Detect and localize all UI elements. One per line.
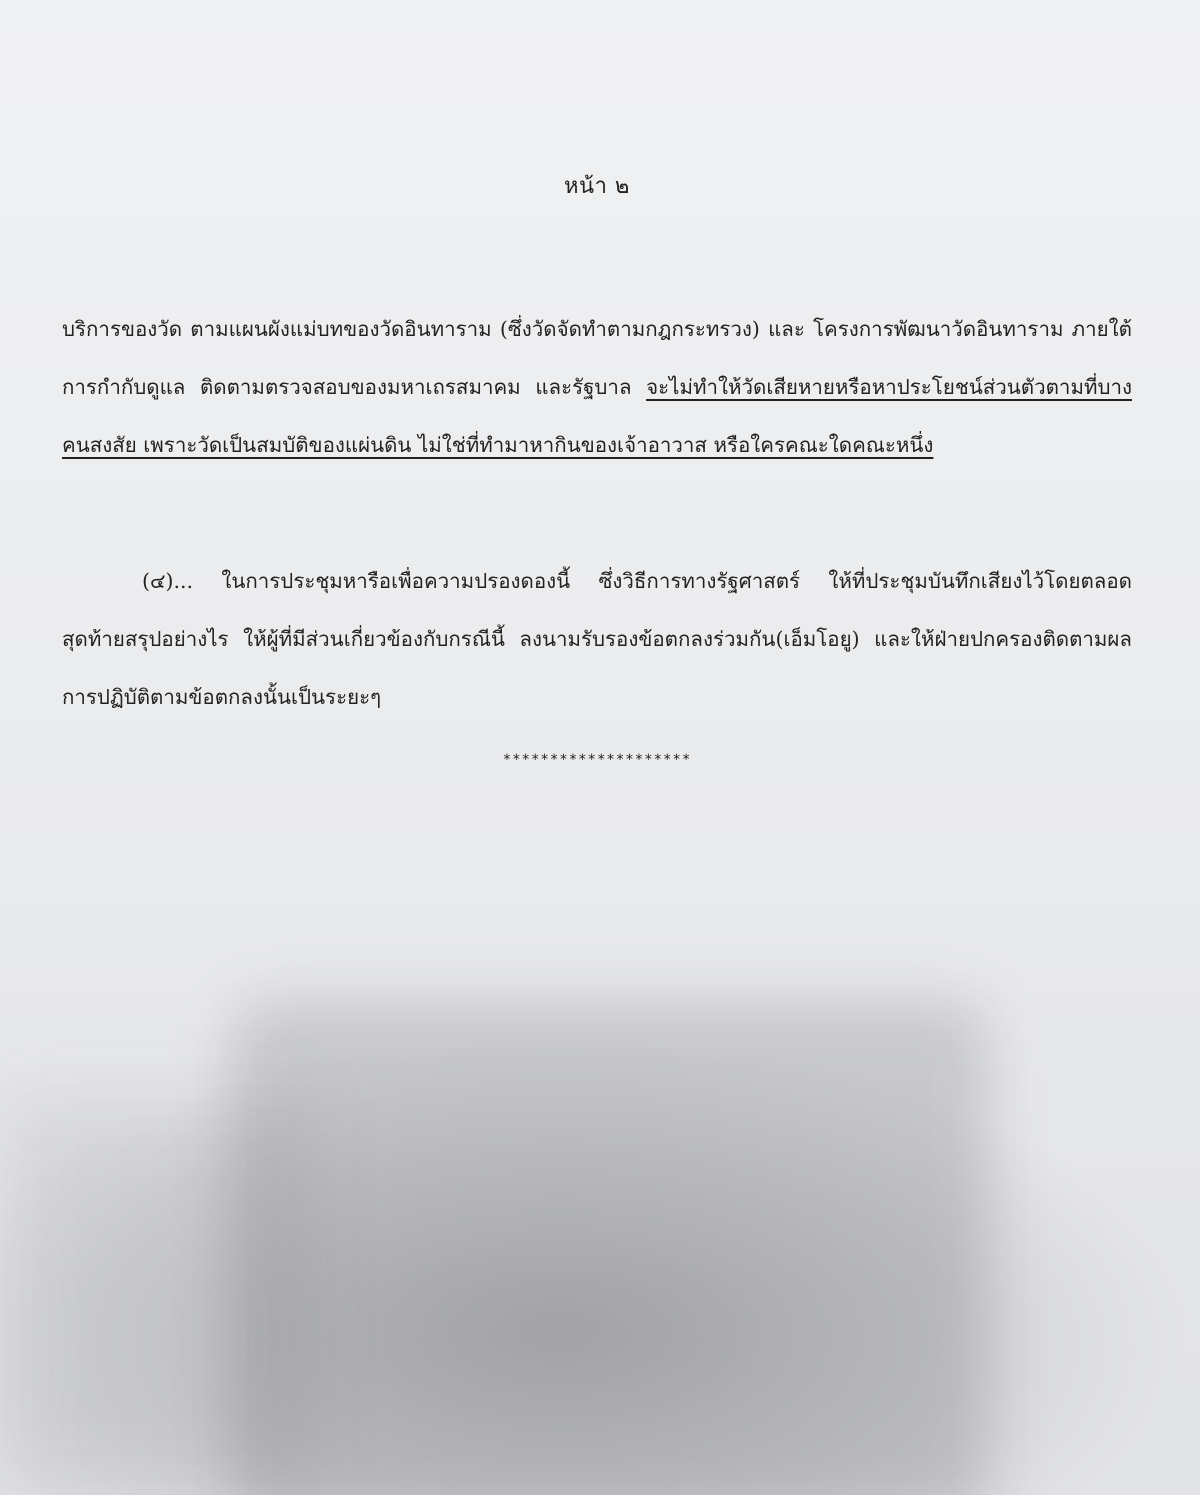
cast-shadow	[230, 1000, 990, 1495]
paragraph-1	[62, 300, 1132, 474]
paragraph-2-marker: (๔)...	[142, 569, 222, 593]
paragraph-1-underlined-text: จะไม่ทำให้วัดเสียหายหรือหาประโยชน์ส่วนตัวตามที่บางคนสงสัย เพราะวัดเป็นสมบัติของแผ่นดิน ไม่ใช่ที่ทำมาหากินของเจ้าอาวาส หรือใครคณะใดคณะหนึ่ง	[62, 375, 1132, 457]
cast-shadow-left	[0, 1100, 300, 1495]
paragraph-1-text: บริการของวัด ตามแผนผังแม่บทของวัดอินทาราม (ซึ่งวัดจัดทำตามกฎกระทรวง) และ โครงการพัฒนาวัดอินทาราม ภายใต้การกำกับดูแล ติดตามตรวจสอบของมหาเถรสมาคม และรัฐบาล	[62, 317, 1132, 399]
paragraph-2-text: ในการประชุมหารือเพื่อความปรองดองนี้ ซึ่งวิธีการทางรัฐศาสตร์ ให้ที่ประชุมบันทึกเสียงไว้โดยตลอด สุดท้ายสรุปอย่างไร ให้ผู้ที่มีส่วนเกี่ยวข้องกับกรณีนี้ ลงนามรับรองข้อตกลงร่วมกัน(เอ็มโอยู) และให้ฝ่ายปกครองติดตามผลการปฏิบัติตามข้อตกลงนั้นเป็นระยะๆ	[62, 569, 1132, 709]
end-of-document-mark: ********************	[502, 752, 692, 768]
page-number: หน้า ๒	[564, 174, 630, 199]
paragraph-2	[62, 552, 1132, 726]
